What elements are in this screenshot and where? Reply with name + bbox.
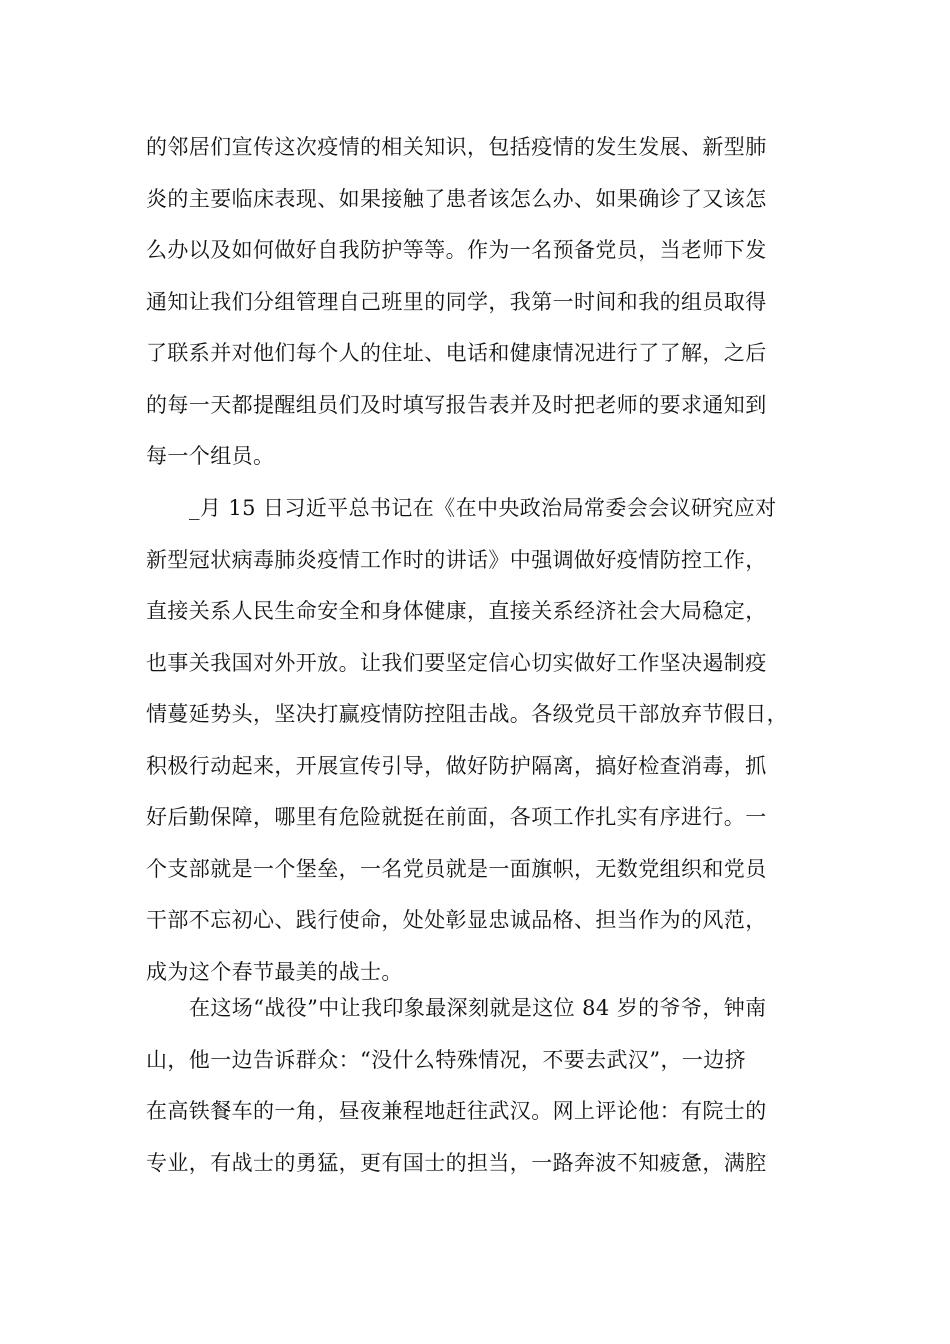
text-line: 么办以及如何做好自我防护等等。作为一名预备党员，当老师下发 bbox=[146, 238, 767, 262]
text-line: 专业，有战士的勇猛，更有国士的担当，一路奔波不知疲惫，满腔 bbox=[146, 1150, 767, 1175]
text-line: 的邻居们宣传这次疫情的相关知识，包括疫情的发生发展、新型肺 bbox=[146, 135, 767, 159]
text-line: 通知让我们分组管理自己班里的同学，我第一时间和我的组员取得 bbox=[146, 289, 767, 314]
text-line: 干部不忘初心、践行使命，处处彰显忠诚品格、担当作为的风范， bbox=[146, 908, 767, 932]
text-line: 情蔓延势头，坚决打赢疫情防控阻击战。各级党员干部放弃节假日， bbox=[146, 702, 788, 726]
text-line: 新型冠状病毒肺炎疫情工作时的讲话》中强调做好疫情防控工作， bbox=[146, 547, 767, 572]
paragraph-3 bbox=[146, 983, 816, 1189]
text-line: 好后勤保障，哪里有危险就挺在前面，各项工作扎实有序进行。一 bbox=[146, 805, 767, 829]
text-line: 了联系并对他们每个人的住址、电话和健康情况进行了了解，之后 bbox=[146, 341, 767, 365]
paragraph-2 bbox=[146, 483, 816, 998]
text-line: 每一个组员。 bbox=[146, 444, 275, 468]
paragraph-1 bbox=[146, 122, 816, 483]
text-line: 在这场“战役”中让我印象最深刻就是这位 84 岁的爷爷，钟南 bbox=[189, 996, 767, 1020]
text-line: 炎的主要临床表现、如果接触了患者该怎么办、如果确诊了又该怎 bbox=[146, 186, 767, 211]
text-line: 在高铁餐车的一角，昼夜兼程地赶往武汉。网上评论他：有院士的 bbox=[146, 1099, 767, 1123]
text-line: 个支部就是一个堡垒，一名党员就是一面旗帜，无数党组织和党员 bbox=[146, 856, 767, 881]
text-line: 也事关我国对外开放。让我们要坚定信心切实做好工作坚决遏制疫 bbox=[146, 650, 767, 675]
text-line: 积极行动起来，开展宣传引导，做好防护隔离，搞好检查消毒，抓 bbox=[146, 753, 767, 778]
text-line: 的每一天都提醒组员们及时填写报告表并及时把老师的要求通知到 bbox=[146, 392, 767, 417]
text-line: 成为这个春节最美的战士。 bbox=[146, 959, 403, 984]
text-line: _月 15 日习近平总书记在《在中央政治局常委会会议研究应对 bbox=[189, 496, 777, 520]
text-line: 直接关系人民生命安全和身体健康，直接关系经济社会大局稳定， bbox=[146, 599, 767, 623]
text-line: 山，他一边告诉群众：“没什么特殊情况，不要去武汉”，一边挤 bbox=[146, 1047, 747, 1072]
